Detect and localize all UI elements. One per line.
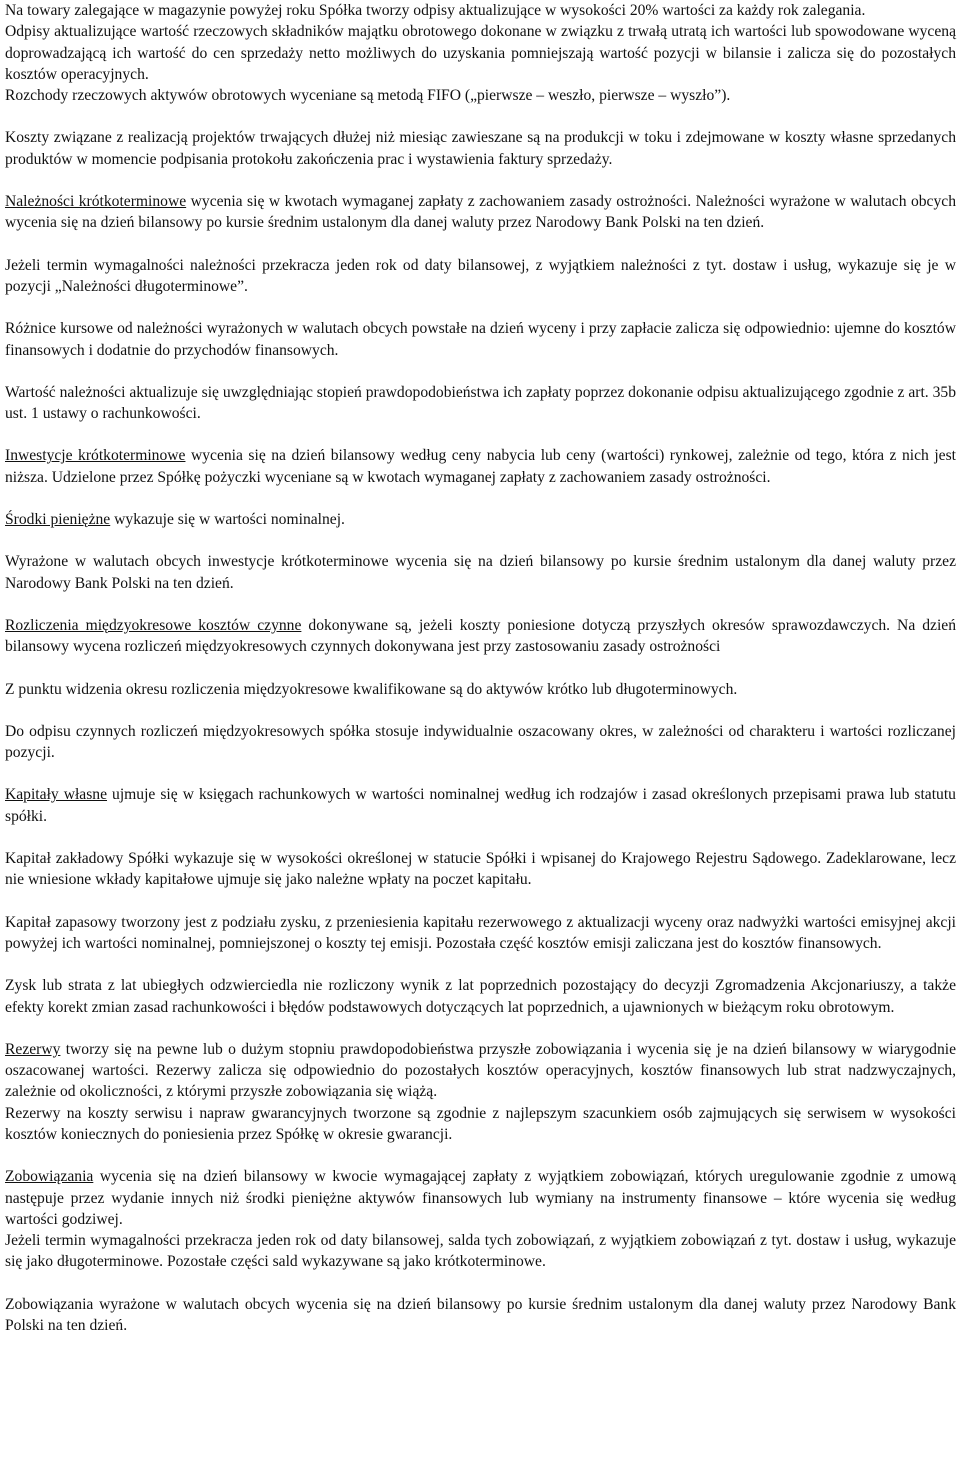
paragraph-text: wycenia się na dzień bilansowy według ceny nabycia lub ceny (wartości) rynkowej, zależnie od tego, która z nich jest niższa. Udzielone przez Spółkę pożyczki wyceniane są w kwotach wymaganej zapłaty z zachowaniem zasady ostrożności. — [5, 447, 956, 486]
paragraph-body — [5, 1166, 956, 1230]
paragraph-body — [5, 551, 956, 594]
paragraph-body — [5, 721, 956, 764]
paragraph-body — [5, 318, 956, 361]
p-retained — [5, 975, 956, 1018]
paragraph-text: Koszty związane z realizacją projektów trwających dłużej niż miesiąc zawieszane są na produkcji w toku i zdejmowane w koszty własne sprzedanych produktów w momencie podpisania protokołu zakończenia prac i wystawienia faktury sprzedaży. — [5, 129, 956, 168]
paragraph-body — [5, 509, 956, 530]
section-heading: Kapitały własne — [5, 786, 108, 804]
paragraph-body — [5, 191, 956, 234]
section-heading: Środki pieniężne — [5, 511, 111, 529]
paragraph-text: dokonywane są, jeżeli koszty poniesione dotyczą przyszłych okresów sprawozdawczych. Na dzień bilansowy wycena rozliczeń międzyokresowych czynnych dokonywana jest przy zastosowaniu zasady ostrożności — [5, 616, 957, 656]
paragraph-text: Kapitał zakładowy Spółki wykazuje się w wysokości określonej w statucie Spółki i wpisanej do Krajowego Rejestru Sądowego. Zadeklarowane, lecz nie wniesione wkłady kapitałowe ujmuje się jako należne wpłaty na poczet kapitału. — [5, 850, 956, 889]
paragraph-line: Odpisy aktualizujące wartość rzeczowych składników majątku obrotowego dokonane w związku z trwałą utratą ich wartości lub spowodowane wyceną doprowadzającą ich wartość do cen sprzedaży netto możliwych do uzyskania pomniejszają wartość pozycji w bilansie i zalicza się do pozostałych kosztów operacyjnych. — [5, 23, 956, 83]
paragraph-text: Z punktu widzenia okresu rozliczenia międzyokresowe kwalifikowane są do aktywów krótko lub długoterminowych. — [5, 680, 738, 698]
p-equity — [5, 784, 956, 827]
paragraph-line: Na towary zalegające w magazynie powyżej roku Spółka tworzy odpisy aktualizujące w wysokości 20% wartości za każdy rok zalegania. — [5, 2, 866, 19]
p-prepay-period — [5, 721, 956, 764]
paragraph-continuation: Jeżeli termin wymagalności przekracza jeden rok od daty bilansowej, salda tych zobowiązań, z wyjątkiem zobowiązań z tyt. dostaw i usług, wykazuje się jako długoterminowe. Pozostałe części sald wykazywane są jako krótkoterminowe. — [5, 1232, 956, 1271]
paragraph-body — [5, 1039, 956, 1103]
p-fx-differences — [5, 318, 956, 361]
p-fx-liabilities — [5, 1294, 956, 1337]
p-long-receivables — [5, 255, 956, 298]
p-share-capital — [5, 848, 956, 891]
p-provisions — [5, 1039, 956, 1145]
p-prepay-class — [5, 679, 956, 700]
paragraph-text: ujmuje się w księgach rachunkowych w wartości nominalnej według ich rodzajów i zasad określonych przepisami prawa lub statutu spółki. — [5, 786, 956, 825]
p-liabilities — [5, 1166, 956, 1272]
paragraph-body — [5, 615, 956, 658]
paragraph-text: Wartość należności aktualizuje się uwzględniając stopień prawdopodobieństwa ich zapłaty poprzez dokonanie odpisu aktualizującego zgodnie z art. 35b ust. 1 ustawy o rachunkowości. — [5, 383, 956, 423]
section-heading: Rezerwy — [5, 1040, 61, 1058]
section-heading: Zobowiązania — [5, 1168, 94, 1186]
paragraph-body — [5, 1294, 956, 1337]
paragraph-body — [5, 912, 956, 955]
paragraph-body — [5, 679, 956, 700]
paragraph-body — [5, 127, 956, 170]
p-write-downs — [5, 0, 956, 106]
p-short-investments — [5, 445, 956, 488]
paragraph-text: Zobowiązania wyrażone w walutach obcych wycenia się na dzień bilansowy po kursie średnim ustalonym dla danej waluty przez Narodowy Bank Polski na ten dzień. — [5, 1295, 956, 1335]
paragraph-continuation: Rezerwy na koszty serwisu i napraw gwarancyjnych tworzone są zgodnie z najlepszym szacunkiem osób zajmujących się serwisem w wysokości kosztów koniecznych do poniesienia przez Spółkę w okresie gwarancji. — [5, 1104, 956, 1143]
paragraph-body — [5, 445, 956, 488]
paragraph-body — [5, 975, 956, 1018]
paragraph-text: wycenia się na dzień bilansowy w kwocie wymagającej zapłaty z wyjątkiem zobowiązań, których uregulowanie zgodnie z umową następuje przez wydanie innych niż środki pieniężne aktywów finansowych lub wymiany na instrumenty finansowe – które wycenia się według wartości godziwej. — [5, 1168, 956, 1228]
paragraph-text: Jeżeli termin wymagalności należności przekracza jeden rok od daty bilansowej, z wyjątkiem należności z tyt. dostaw i usług, wykazuje się je w pozycji „Należności długoterminowe”. — [5, 256, 956, 295]
p-fx-investments — [5, 551, 956, 594]
p-reserve-capital — [5, 912, 956, 955]
p-cash — [5, 509, 956, 530]
paragraph-text: tworzy się na pewne lub o dużym stopniu prawdopodobieństwa przyszłe zobowiązania i wycenia się je na dzień bilansowy w wiarygodnie oszacowanej wartości. Rezerwy zalicza się odpowiednio do pozostałych kosztów operacyjnych, kosztów finansowych lub strat nadzwyczajnych, zależnie od okoliczności, z którymi przyszłe zobowiązania się wiążą. — [5, 1040, 956, 1101]
p-prepayments — [5, 615, 956, 658]
paragraph-text: Różnice kursowe od należności wyrażonych w walutach obcych powstałe na dzień wyceny i przy zapłacie zalicza się odpowiednio: ujemne do kosztów finansowych i dodatnie do przychodów finansowych. — [5, 320, 956, 359]
paragraph-body — [5, 784, 956, 827]
p-project-costs — [5, 127, 956, 170]
paragraph-body — [5, 255, 956, 298]
paragraph-text: Wyrażone w walutach obcych inwestycje krótkoterminowe wycenia się na dzień bilansowy po kursie średnim ustalonym dla danej waluty przez Narodowy Bank Polski na ten dzień. — [5, 553, 956, 592]
paragraph-text: wykazuje się w wartości nominalnej. — [110, 511, 345, 529]
paragraph-text: Zysk lub strata z lat ubiegłych odzwierciedla nie rozliczony wynik z lat poprzednich pozostający do decyzji Zgromadzenia Akcjonariuszy, a także efekty korekt zmian zasad rachunkowości i błędów podstawowych dotyczących lat poprzednich, a ujawnionych w bieżącym roku obrotowym. — [5, 977, 956, 1016]
section-heading: Należności krótkoterminowe — [5, 193, 187, 211]
section-heading: Rozliczenia międzyokresowe kosztów czynne — [5, 616, 302, 634]
p-short-receivables — [5, 191, 956, 234]
paragraph-text: Kapitał zapasowy tworzony jest z podziału zysku, z przeniesienia kapitału rezerwowego z aktualizacji wyceny oraz nadwyżki wartości emisyjnej akcji powyżej ich wartości nominalnej, pomniejszonej o koszty tej emisji. Pozostała część kosztów emisji zaliczana jest do kosztów finansowych. — [5, 913, 956, 952]
paragraph-body — [5, 382, 956, 425]
paragraph-body — [5, 848, 956, 891]
p-receivable-adjust — [5, 382, 956, 425]
section-heading: Inwestycje krótkoterminowe — [5, 447, 186, 465]
paragraph-text: wycenia się w kwotach wymaganej zapłaty z zachowaniem zasady ostrożności. Należności wyrażone w walutach obcych wycenia się na dzień bilansowy po kursie średnim ustalonym dla danej waluty przez Narodowy Bank Polski na ten dzień. — [5, 193, 956, 232]
paragraph-text: Do odpisu czynnych rozliczeń międzyokresowych spółka stosuje indywidualnie oszacowany okres, w zależności od charakteru i wartości rozliczanej pozycji. — [5, 722, 956, 762]
paragraph-line: Rozchody rzeczowych aktywów obrotowych wyceniane są metodą FIFO („pierwsze – weszło, pierwsze – wyszło”). — [5, 87, 731, 105]
